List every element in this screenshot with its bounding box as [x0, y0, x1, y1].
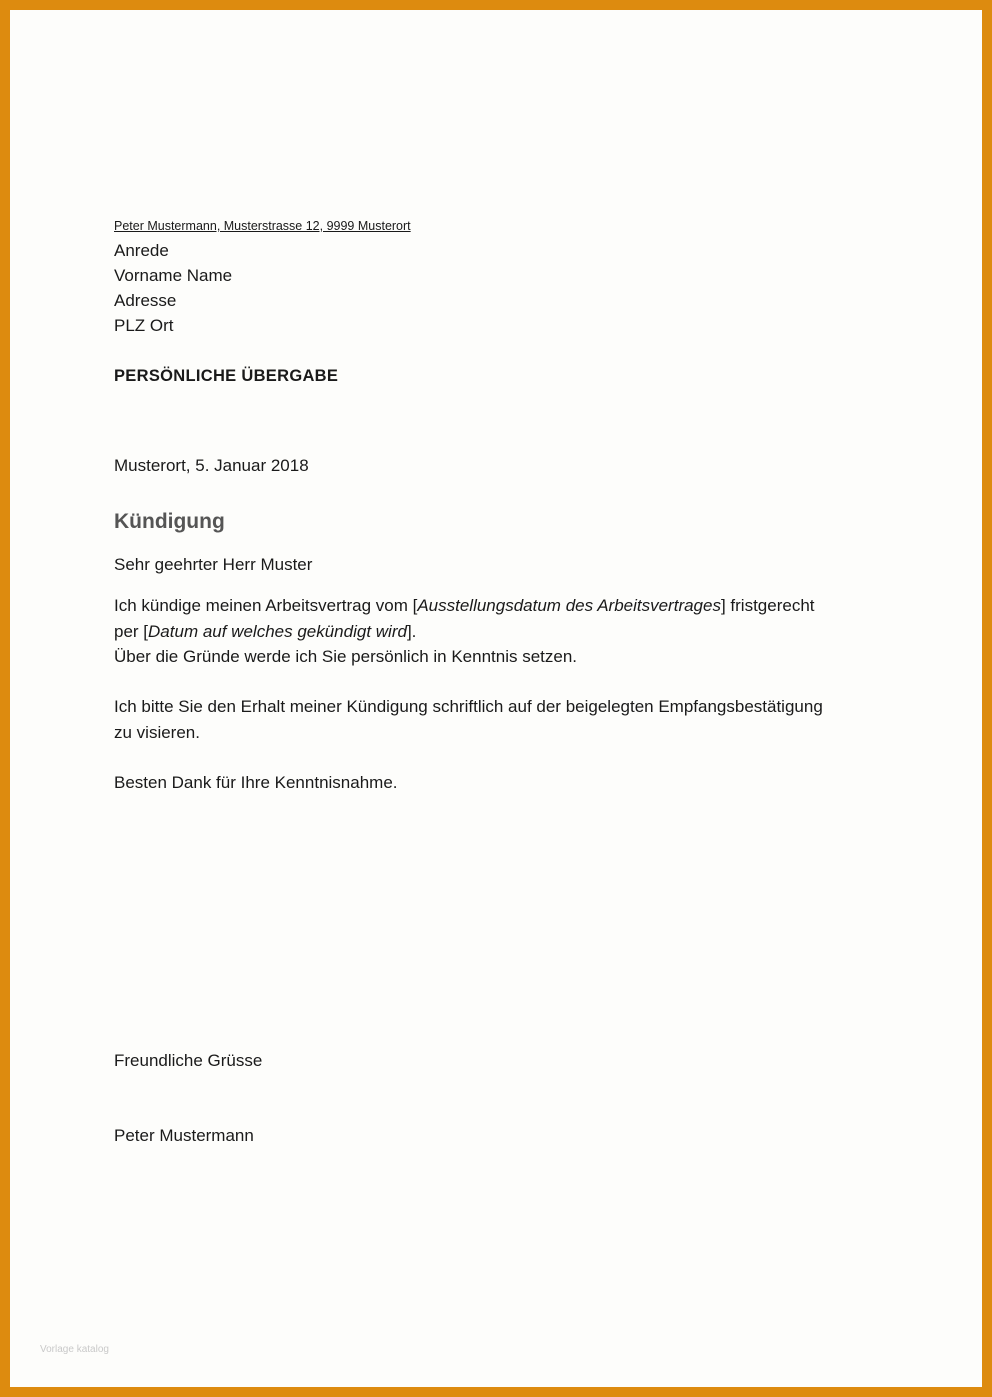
- sender-line: Peter Mustermann, Musterstrasse 12, 9999 Musterort: [114, 219, 411, 233]
- placeholder-termination-date: Datum auf welches gekündigt wird: [148, 621, 407, 641]
- delivery-note: PERSÖNLICHE ÜBERGABE: [114, 367, 339, 385]
- letter-subject: Kündigung: [114, 510, 225, 533]
- recipient-address: Adresse: [114, 291, 177, 310]
- text-segment: ].: [406, 621, 417, 641]
- recipient-city: PLZ Ort: [114, 316, 174, 335]
- paragraph-thanks: Besten Dank für Ihre Kenntnisnahme.: [114, 773, 398, 792]
- text-segment: Ich kündige meinen Arbeitsvertrag vom [: [114, 596, 418, 615]
- paragraph-confirmation-line-2: zu visieren.: [114, 722, 200, 742]
- paragraph-termination-line-2: [114, 619, 894, 645]
- place-date: Musterort, 5. Januar 2018: [114, 456, 309, 475]
- text-segment: per [: [114, 621, 149, 641]
- paragraph-confirmation-line-1: Ich bitte Sie den Erhalt meiner Kündigung schriftlich auf der beigelegten Empfangsbestätigung: [114, 697, 823, 716]
- recipient-salutation: Anrede: [114, 241, 169, 260]
- recipient-name: Vorname Name: [114, 266, 233, 285]
- paragraph-termination-line-3: Über die Gründe werde ich Sie persönlich in Kenntnis setzen.: [114, 647, 578, 666]
- placeholder-contract-date: Ausstellungsdatum des Arbeitsvertrages: [417, 596, 721, 615]
- paragraph-termination-line-1: [114, 593, 894, 619]
- signer-name: Peter Mustermann: [114, 1126, 254, 1145]
- text-segment: ] fristgerecht: [720, 596, 815, 615]
- paragraph-confirmation: [114, 694, 894, 745]
- letter-page: [10, 10, 982, 1387]
- watermark: Vorlage katalog: [40, 1344, 109, 1355]
- paragraph-termination: [114, 593, 894, 670]
- letter-greeting: Sehr geehrter Herr Muster: [114, 555, 313, 574]
- closing-phrase: Freundliche Grüsse: [114, 1051, 263, 1070]
